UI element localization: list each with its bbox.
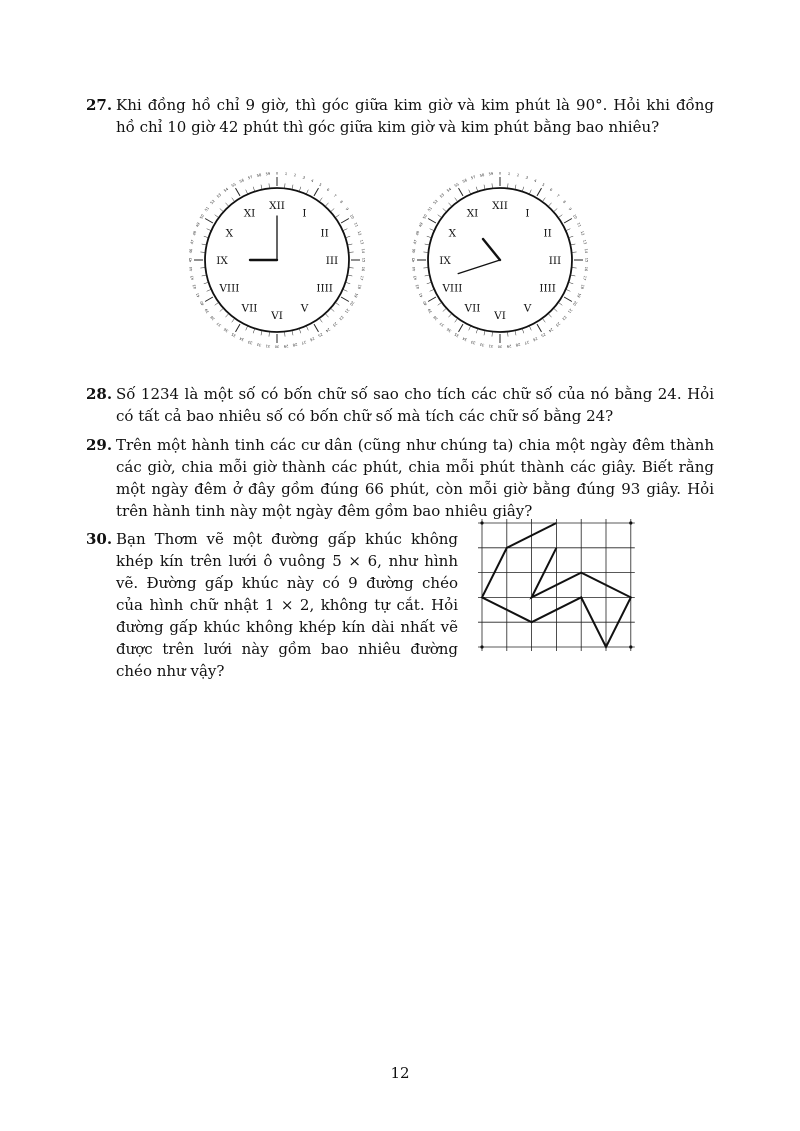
clock-numeral: I xyxy=(302,207,307,220)
minute-label: 36 xyxy=(223,327,230,333)
clock-numeral: I xyxy=(525,207,530,220)
minute-label: 44 xyxy=(411,266,417,272)
minute-label: 52 xyxy=(209,199,216,206)
minute-tick xyxy=(529,326,531,331)
minute-label: 21 xyxy=(567,307,573,314)
minute-label: 56 xyxy=(461,178,468,184)
minute-tick xyxy=(343,289,348,291)
minute-label: 31 xyxy=(265,343,271,349)
minute-label: 16 xyxy=(583,266,589,272)
minute-tick xyxy=(319,318,322,322)
grid-polyline-figure xyxy=(476,517,648,655)
minute-label: 17 xyxy=(359,275,365,281)
minute-label: 12 xyxy=(579,230,585,237)
clock-numeral: V xyxy=(300,302,309,315)
minute-label: 46 xyxy=(188,248,194,254)
minute-label: 42 xyxy=(415,283,421,290)
minute-tick xyxy=(443,308,447,311)
minute-label: 39 xyxy=(427,307,433,314)
minute-tick xyxy=(476,328,478,333)
minute-tick xyxy=(459,188,464,196)
minute-label: 13 xyxy=(582,239,588,245)
clock-numeral: VI xyxy=(271,310,283,322)
minute-tick xyxy=(430,229,435,231)
minute-label: 7 xyxy=(555,193,561,198)
minute-label: 5 xyxy=(318,182,323,188)
minute-tick xyxy=(246,326,248,331)
minute-label: 13 xyxy=(359,239,365,245)
minute-tick xyxy=(522,328,524,333)
minute-tick xyxy=(548,203,551,207)
clock-numeral: II xyxy=(320,227,329,240)
minute-label: 35 xyxy=(453,332,460,338)
minute-tick xyxy=(204,236,209,238)
minute-label: 39 xyxy=(204,307,210,314)
clock-numeral: VII xyxy=(464,302,481,315)
minute-tick xyxy=(325,203,328,207)
clock-numeral: IX xyxy=(439,255,451,267)
minute-label: 11 xyxy=(576,221,582,228)
minute-tick xyxy=(345,282,350,284)
minute-tick xyxy=(299,328,301,333)
minute-label: 52 xyxy=(432,199,439,206)
problem-29 xyxy=(86,434,714,520)
minute-tick xyxy=(225,314,228,318)
minute-tick xyxy=(331,208,335,211)
minute-label: 33 xyxy=(470,339,477,345)
minute-label: 16 xyxy=(360,266,366,272)
minute-label: 48 xyxy=(415,230,421,237)
minute-label: 26 xyxy=(532,336,539,342)
minute-label: 40 xyxy=(422,300,428,307)
clock-numeral: VI xyxy=(494,310,506,322)
minute-label: 6 xyxy=(325,187,330,193)
minute-label: 12 xyxy=(356,230,362,237)
page-number: 12 xyxy=(390,1064,410,1082)
minute-label: 53 xyxy=(216,192,223,199)
minute-tick xyxy=(438,302,442,305)
minute-label: 29 xyxy=(283,343,289,349)
minute-label: 5 xyxy=(541,182,546,188)
clock-numeral: X xyxy=(448,227,457,240)
minute-label: 22 xyxy=(561,314,568,321)
minute-tick xyxy=(314,188,319,196)
minute-label: 45 xyxy=(411,257,416,263)
minute-label: 25 xyxy=(540,332,547,338)
minute-label: 36 xyxy=(446,327,453,333)
minute-label: 26 xyxy=(309,336,316,342)
clock-numeral: VIII xyxy=(219,282,240,295)
minute-tick xyxy=(345,236,350,238)
minute-label: 38 xyxy=(432,314,439,321)
minute-label: 35 xyxy=(230,332,237,338)
grid-corner-dot xyxy=(629,645,632,648)
minute-label: 49 xyxy=(418,221,424,228)
minute-label: 6 xyxy=(548,187,553,193)
minute-label: 3 xyxy=(525,175,529,180)
minute-tick xyxy=(299,187,301,192)
minute-tick xyxy=(529,190,531,195)
minute-label: 41 xyxy=(195,292,201,299)
minute-tick xyxy=(232,318,235,322)
minute-tick xyxy=(225,203,228,207)
grid-corner-dot xyxy=(629,521,632,524)
minute-label: 32 xyxy=(256,342,262,348)
grid-corner-dot xyxy=(480,645,483,648)
minute-label: 50 xyxy=(199,213,205,220)
minute-tick xyxy=(430,289,435,291)
minute-label: 43 xyxy=(189,275,195,281)
minute-tick xyxy=(253,187,255,192)
minute-tick xyxy=(236,188,241,196)
clock-10-42 xyxy=(410,170,590,350)
minute-label: 24 xyxy=(547,327,554,333)
minute-label: 7 xyxy=(332,193,338,198)
minute-tick xyxy=(542,318,545,322)
minute-tick xyxy=(554,308,558,311)
minute-label: 27 xyxy=(300,339,307,345)
minute-label: 1 xyxy=(507,171,511,177)
minute-label: 1 xyxy=(284,171,288,177)
minute-tick xyxy=(476,187,478,192)
minute-label: 0 xyxy=(498,171,502,176)
minute-label: 49 xyxy=(195,221,201,228)
minute-tick xyxy=(207,229,212,231)
minute-label: 14 xyxy=(360,248,366,254)
minute-label: 34 xyxy=(461,336,468,342)
minute-label: 30 xyxy=(497,344,503,349)
minute-label: 37 xyxy=(439,321,446,328)
minute-label: 18 xyxy=(579,283,585,290)
minute-tick xyxy=(314,324,319,332)
minute-label: 8 xyxy=(562,199,567,205)
minute-tick xyxy=(558,302,562,305)
minute-tick xyxy=(564,297,572,302)
minute-label: 11 xyxy=(353,221,359,228)
minute-hand xyxy=(458,260,500,274)
minute-label: 54 xyxy=(223,187,230,193)
minute-tick xyxy=(427,236,432,238)
minute-tick xyxy=(306,190,308,195)
minute-tick xyxy=(232,198,235,202)
clock-numeral: XII xyxy=(492,200,508,212)
minute-label: 18 xyxy=(356,283,362,290)
minute-label: 19 xyxy=(353,292,359,299)
minute-label: 58 xyxy=(256,172,262,178)
minute-label: 53 xyxy=(439,192,446,199)
clock-numeral: IX xyxy=(216,255,228,267)
minute-label: 55 xyxy=(230,182,237,188)
minute-tick xyxy=(459,324,464,332)
minute-label: 59 xyxy=(488,171,494,177)
minute-label: 41 xyxy=(418,292,424,299)
clock-9-00 xyxy=(187,170,367,350)
minute-tick xyxy=(335,302,339,305)
minute-label: 58 xyxy=(479,172,485,178)
minute-label: 20 xyxy=(572,300,578,307)
minute-tick xyxy=(455,198,458,202)
minute-label: 46 xyxy=(411,248,417,254)
clock-numeral: VII xyxy=(241,302,258,315)
minute-tick xyxy=(325,314,328,318)
minute-tick xyxy=(554,208,558,211)
minute-tick xyxy=(319,198,322,202)
minute-label: 47 xyxy=(189,239,195,245)
minute-tick xyxy=(448,203,451,207)
minute-label: 2 xyxy=(293,173,297,178)
minute-tick xyxy=(341,219,349,224)
minute-tick xyxy=(522,187,524,192)
clock-numeral: III xyxy=(548,255,562,267)
problem-text: Số 1234 là một số có bốn chữ số sao cho tích các chữ số của nó bằng 24. Hỏi có tất cả bao nhiêu số có bốn chữ số mà tích các chữ số bằng 24? xyxy=(116,385,714,425)
problem-text: Trên một hành tinh các cư dân (cũng như chúng ta) chia một ngày đêm thành các giờ, chia mỗi giờ thành các phút, chia mỗi phút thành các giây. Biết rằng một ngày đêm ở đây gồm đúng 66 phút, còn mỗi giờ bằng đúng 93 giây. Hỏi trên hành tinh này một ngày đêm gồm bao nhiêu giây? xyxy=(116,436,714,520)
problem-text: Bạn Thơm vẽ một đường gấp khúc không khép kín trên lưới ô vuông 5 × 6, như hình vẽ. Đường gấp khúc này có 9 đường chéo của hình chữ nhật 1 × 2, không tự cắt. Hỏi đường gấp khúc không khép kín dài nhất vẽ được trên lưới này gồm bao nhiêu đường chéo như vậy? xyxy=(116,530,458,680)
clock-numeral: IIII xyxy=(316,282,333,295)
minute-label: 55 xyxy=(453,182,460,188)
minute-tick xyxy=(568,236,573,238)
clock-numeral: XI xyxy=(466,207,479,220)
minute-tick xyxy=(343,229,348,231)
minute-label: 37 xyxy=(216,321,223,328)
clock-numeral: VIII xyxy=(442,282,463,295)
minute-tick xyxy=(215,215,219,218)
minute-tick xyxy=(341,297,349,302)
problem-30 xyxy=(86,528,466,680)
minute-label: 43 xyxy=(412,275,418,281)
minute-tick xyxy=(253,328,255,333)
problem-28 xyxy=(86,383,714,425)
minute-label: 23 xyxy=(554,321,561,328)
minute-label: 59 xyxy=(265,171,271,177)
minute-label: 19 xyxy=(576,292,582,299)
minute-tick xyxy=(566,229,571,231)
problem-text: Khi đồng hồ chỉ 9 giờ, thì góc giữa kim giờ và kim phút là 90°. Hỏi khi đồng hồ chỉ 10 giờ 42 phút thì góc giữa kim giờ và kim phút bằng bao nhiêu? xyxy=(116,96,714,136)
minute-label: 27 xyxy=(523,339,530,345)
minute-label: 33 xyxy=(247,339,254,345)
minute-tick xyxy=(566,289,571,291)
clock-numeral: II xyxy=(543,227,552,240)
minute-label: 15 xyxy=(361,257,366,263)
problem-number: 27. xyxy=(86,96,113,114)
minute-tick xyxy=(207,289,212,291)
minute-label: 56 xyxy=(238,178,245,184)
minute-label: 28 xyxy=(292,342,298,348)
minute-label: 22 xyxy=(338,314,345,321)
minute-tick xyxy=(568,282,573,284)
minute-label: 29 xyxy=(506,343,512,349)
clock-numeral: III xyxy=(325,255,339,267)
minute-label: 9 xyxy=(344,207,350,212)
minute-tick xyxy=(448,314,451,318)
minute-label: 10 xyxy=(572,213,578,220)
minute-label: 44 xyxy=(188,266,194,272)
minute-label: 28 xyxy=(515,342,521,348)
minute-tick xyxy=(438,215,442,218)
minute-tick xyxy=(306,326,308,331)
minute-label: 4 xyxy=(310,178,315,184)
minute-label: 31 xyxy=(488,343,494,349)
problem-27 xyxy=(86,94,714,136)
minute-tick xyxy=(428,219,436,224)
minute-label: 4 xyxy=(533,178,538,184)
minute-tick xyxy=(469,190,471,195)
minute-label: 45 xyxy=(188,257,193,263)
minute-tick xyxy=(335,215,339,218)
minute-tick xyxy=(220,308,224,311)
minute-tick xyxy=(542,198,545,202)
minute-label: 2 xyxy=(516,173,520,178)
minute-tick xyxy=(331,308,335,311)
minute-label: 25 xyxy=(317,332,324,338)
minute-label: 3 xyxy=(302,175,306,180)
minute-tick xyxy=(205,297,213,302)
minute-tick xyxy=(558,215,562,218)
clock-numeral: X xyxy=(225,227,234,240)
minute-label: 38 xyxy=(209,314,216,321)
minute-tick xyxy=(428,297,436,302)
minute-tick xyxy=(215,302,219,305)
minute-label: 17 xyxy=(582,275,588,281)
minute-label: 30 xyxy=(274,344,280,349)
minute-label: 8 xyxy=(339,199,344,205)
minute-tick xyxy=(537,188,542,196)
minute-tick xyxy=(469,326,471,331)
minute-label: 34 xyxy=(238,336,245,342)
minute-label: 42 xyxy=(192,283,198,290)
minute-label: 14 xyxy=(583,248,589,254)
minute-tick xyxy=(564,219,572,224)
clock-numeral: V xyxy=(523,302,532,315)
minute-tick xyxy=(246,190,248,195)
minute-label: 50 xyxy=(422,213,428,220)
minute-label: 9 xyxy=(567,207,573,212)
minute-tick xyxy=(537,324,542,332)
minute-label: 48 xyxy=(192,230,198,237)
clock-numeral: XII xyxy=(269,200,285,212)
minute-tick xyxy=(236,324,241,332)
problem-number: 28. xyxy=(86,385,113,403)
minute-label: 24 xyxy=(324,327,331,333)
minute-label: 57 xyxy=(470,175,477,181)
minute-tick xyxy=(455,318,458,322)
minute-label: 54 xyxy=(446,187,453,193)
minute-tick xyxy=(204,282,209,284)
clock-numeral: IIII xyxy=(539,282,556,295)
clock-numeral: XI xyxy=(243,207,256,220)
minute-label: 23 xyxy=(331,321,338,328)
problem-number: 29. xyxy=(86,436,113,454)
minute-label: 51 xyxy=(427,206,433,213)
minute-tick xyxy=(443,208,447,211)
minute-label: 0 xyxy=(275,171,279,176)
hour-hand xyxy=(483,239,500,260)
minute-label: 20 xyxy=(349,300,355,307)
minute-label: 51 xyxy=(204,206,210,213)
minute-tick xyxy=(220,208,224,211)
minute-label: 57 xyxy=(247,175,254,181)
problem-number: 30. xyxy=(86,530,113,548)
minute-label: 40 xyxy=(199,300,205,307)
minute-label: 15 xyxy=(584,257,589,263)
grid-corner-dot xyxy=(480,521,483,524)
minute-label: 21 xyxy=(344,307,350,314)
minute-tick xyxy=(548,314,551,318)
minute-label: 47 xyxy=(412,239,418,245)
minute-tick xyxy=(205,219,213,224)
minute-label: 10 xyxy=(349,213,355,220)
minute-label: 32 xyxy=(479,342,485,348)
minute-tick xyxy=(427,282,432,284)
